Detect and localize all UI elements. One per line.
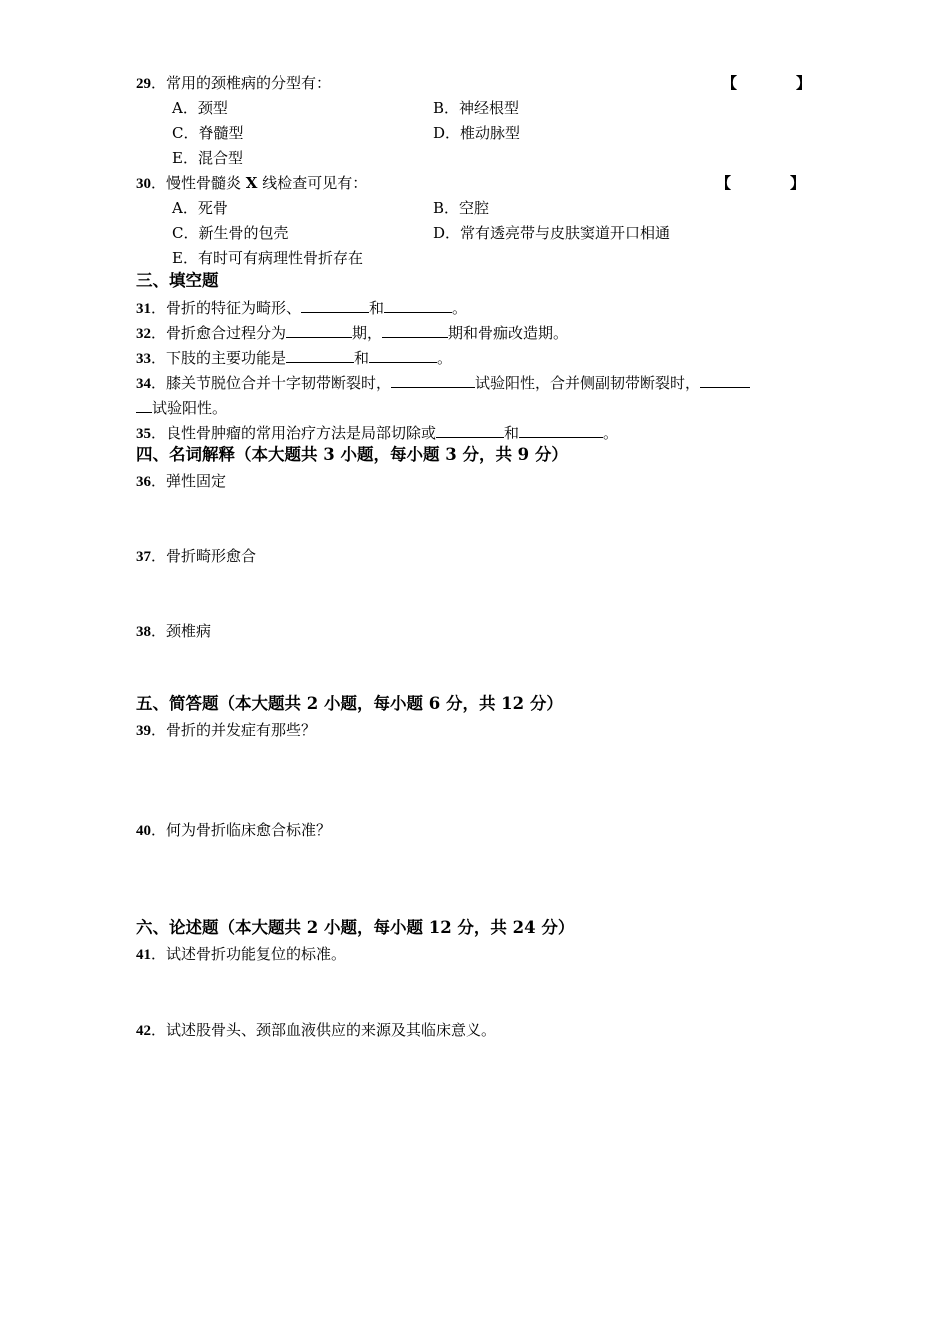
section-heading-terms: 四、名词解释（本大题共 3 小题，每小题 3 分，共 9 分）	[136, 445, 568, 464]
question-36: 36．弹性固定	[136, 472, 227, 490]
answer-blank[interactable]	[700, 372, 750, 388]
question-34-continued: 试验阳性。	[136, 397, 227, 418]
answer-blank[interactable]	[286, 322, 352, 338]
section-heading-essay: 六、论述题（本大题共 2 小题，每小题 12 分，共 24 分）	[136, 918, 575, 937]
dot: ．	[151, 74, 167, 92]
answer-blank[interactable]	[519, 422, 603, 438]
option-c: C．脊髓型	[172, 124, 244, 142]
section-heading-short: 五、简答题（本大题共 2 小题，每小题 6 分，共 12 分）	[136, 694, 563, 713]
option-e: E．有时可有病理性骨折存在	[172, 249, 363, 267]
question-number: 30	[136, 176, 151, 192]
question-text: 常用的颈椎病的分型有：	[166, 74, 332, 92]
question-40: 40．何为骨折临床愈合标准？	[136, 821, 332, 839]
answer-blank[interactable]	[136, 397, 152, 413]
answer-blank[interactable]	[436, 422, 504, 438]
answer-blank[interactable]	[286, 347, 354, 363]
option-a: A．颈型	[172, 99, 228, 117]
question-30	[136, 173, 367, 194]
option-b: B．空腔	[433, 199, 490, 217]
section-heading-fill: 三、填空题	[136, 271, 219, 290]
answer-blank[interactable]	[384, 297, 452, 313]
option-b: B．神经根型	[433, 99, 520, 117]
question-text-b: 线检查可见有：	[257, 174, 368, 192]
question-31: 31．骨折的特征为畸形、 和 。	[136, 299, 468, 317]
answer-blank[interactable]	[391, 372, 475, 388]
option-d: D．常有透亮带与皮肤窦道开口相通	[433, 224, 671, 242]
question-34: 34．膝关节脱位合并十字韧带断裂时， 试验阳性，合并侧副韧带断裂时，	[136, 372, 750, 394]
question-number: 29	[136, 76, 151, 92]
question-38: 38．颈椎病	[136, 622, 212, 640]
question-32: 32．骨折愈合过程分为 期， 期和骨痂改造期。	[136, 324, 569, 342]
question-29	[136, 73, 331, 94]
question-33: 33．下肢的主要功能是 和 。	[136, 349, 453, 367]
question-text-x: X	[245, 174, 258, 192]
question-35: 35．良性骨肿瘤的常用治疗方法是局部切除或 和 。	[136, 424, 619, 442]
answer-bracket-close: 】	[796, 74, 812, 92]
answer-bracket-open: 【	[716, 174, 732, 192]
dot: ．	[151, 174, 167, 192]
answer-bracket-open: 【	[722, 74, 738, 92]
answer-blank[interactable]	[369, 347, 437, 363]
answer-blank[interactable]	[382, 322, 448, 338]
question-37: 37．骨折畸形愈合	[136, 547, 257, 565]
question-39: 39．骨折的并发症有那些？	[136, 721, 317, 739]
answer-blank[interactable]	[301, 297, 369, 313]
question-text-a: 慢性骨髓炎	[166, 174, 246, 192]
question-41: 41．试述骨折功能复位的标准。	[136, 945, 347, 963]
question-42: 42．试述股骨头、颈部血液供应的来源及其临床意义。	[136, 1021, 497, 1039]
option-c: C．新生骨的包壳	[172, 224, 289, 242]
answer-bracket-close: 】	[790, 174, 806, 192]
option-a: A．死骨	[172, 199, 228, 217]
option-d: D．椎动脉型	[433, 124, 521, 142]
option-e: E．混合型	[172, 149, 243, 167]
